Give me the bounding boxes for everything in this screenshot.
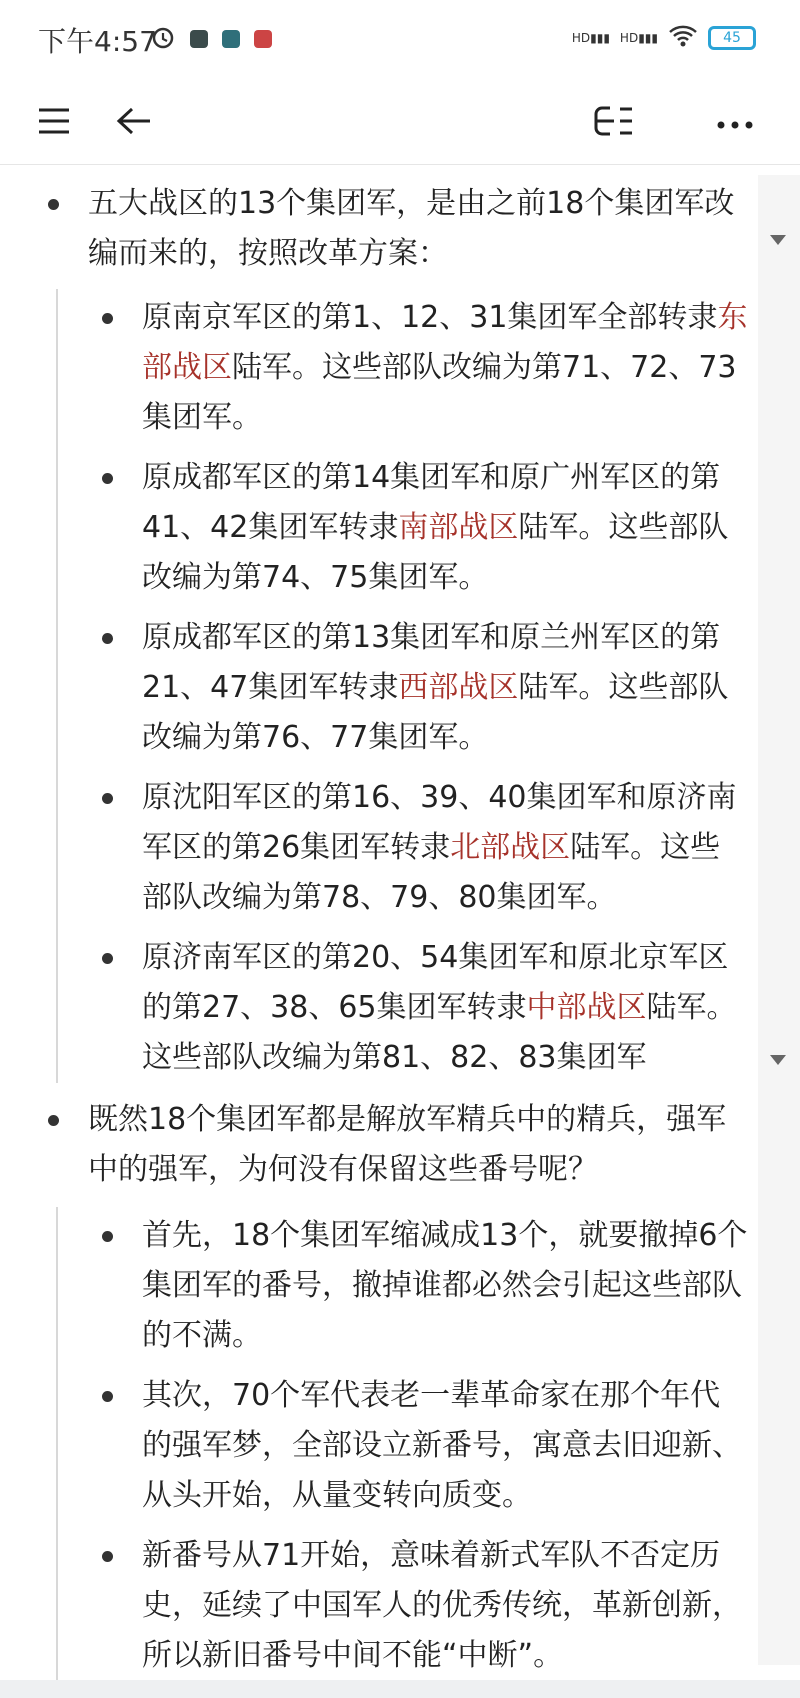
- bullet-icon: [48, 199, 59, 210]
- list-item: 原济南军区的第20、54集团军和原北京军区的第27、38、65集团军转隶中部战区陆军。这些部队改编为第81、82、83集团军: [58, 933, 800, 1083]
- list-item: 原成都军区的第13集团军和原兰州军区的第21、47集团军转隶西部战区陆军。这些部队改编为第76、77集团军。: [58, 613, 800, 763]
- list-item: 原沈阳军区的第16、39、40集团军和原济南军区的第26集团军转隶北部战区陆军。这些部队改编为第78、79、80集团军。: [58, 773, 800, 923]
- article-content: [0, 165, 800, 1685]
- more-icon: [717, 114, 753, 133]
- link-theater[interactable]: 西部战区: [398, 670, 519, 705]
- menu-button[interactable]: [20, 82, 88, 164]
- list-item: 原成都军区的第14集团军和原广州军区的第41、42集团军转隶南部战区陆军。这些部队改编为第74、75集团军。: [58, 453, 800, 603]
- bullet-icon: [48, 1115, 59, 1126]
- nested-list: [56, 289, 800, 1083]
- app-notification-icon: [190, 30, 208, 48]
- battery-icon: 45: [708, 26, 756, 50]
- bullet-icon: [102, 473, 113, 484]
- link-theater[interactable]: 南部战区: [398, 510, 519, 545]
- link-theater[interactable]: 中部战区: [526, 990, 647, 1025]
- status-time: 下午4:57: [38, 25, 157, 58]
- list-item: [0, 1095, 800, 1195]
- status-app-icons: [150, 24, 272, 54]
- bullet-icon: [102, 1231, 113, 1242]
- list-item: 新番号从71开始，意味着新式军队不否定历史，延续了中国军人的优秀传统，革新创新，所以新旧番号中间不能“中断”。: [58, 1531, 800, 1681]
- status-system-icons: [572, 24, 756, 52]
- back-arrow-icon: [116, 106, 152, 140]
- app-notification-icon: [254, 30, 272, 48]
- bottom-bar: [0, 1680, 800, 1698]
- bullet-icon: [102, 633, 113, 644]
- signal-icon: HD▮▮▮: [571, 31, 610, 45]
- hamburger-icon: [37, 107, 71, 139]
- outline-icon: [594, 105, 634, 141]
- more-button[interactable]: [700, 82, 770, 164]
- status-bar: [0, 0, 800, 82]
- outline-button[interactable]: [580, 82, 648, 164]
- bullet-icon: [102, 1551, 113, 1562]
- bullet-icon: [102, 1391, 113, 1402]
- signal-icon: HD▮▮▮: [619, 31, 658, 45]
- wifi-icon: [668, 24, 698, 52]
- toolbar: [0, 82, 800, 165]
- nested-list: [56, 1207, 800, 1681]
- bullet-icon: [102, 313, 113, 324]
- list-item: [0, 179, 800, 279]
- section-title: 五大战区的13个集团军，是由之前18个集团军改编而来的，按照改革方案：: [88, 186, 735, 271]
- alarm-icon: [150, 24, 176, 54]
- link-theater[interactable]: 北部战区: [450, 830, 571, 865]
- app-notification-icon: [222, 30, 240, 48]
- list-item: 首先，18个集团军缩减成13个，就要撤掉6个集团军的番号，撤掉谁都必然会引起这些部队的不满。: [58, 1211, 800, 1361]
- bullet-icon: [102, 953, 113, 964]
- link-theater[interactable]: 东部战区: [142, 300, 748, 385]
- list-item: 原南京军区的第1、12、31集团军全部转隶东部战区陆军。这些部队改编为第71、72、73集团军。: [58, 293, 800, 443]
- list-item: 其次，70个军代表老一辈革命家在那个年代的强军梦，全部设立新番号，寓意去旧迎新、从头开始，从量变转向质变。: [58, 1371, 800, 1521]
- section-title: 既然18个集团军都是解放军精兵中的精兵，强军中的强军，为何没有保留这些番号呢？: [88, 1102, 727, 1187]
- bullet-icon: [102, 793, 113, 804]
- back-button[interactable]: [100, 82, 168, 164]
